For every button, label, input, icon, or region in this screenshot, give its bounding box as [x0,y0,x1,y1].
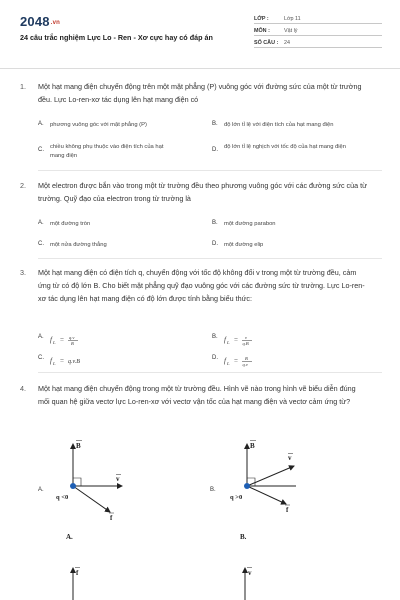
svg-text:f: f [224,336,226,344]
svg-text:=: = [60,336,64,344]
option-label: B. [212,334,218,340]
svg-text:q >0: q >0 [230,494,243,501]
svg-text:B: B [245,356,248,361]
site-logo[interactable] [20,14,60,29]
figure-a-diagram [48,438,148,520]
question-separator [38,170,382,171]
option-label: D. [212,241,218,247]
option-text: một đường parabon [224,221,276,227]
option-label: D. [212,147,218,153]
svg-text:v: v [245,335,247,340]
option-d[interactable] [212,241,387,250]
svg-text:f: f [50,336,52,344]
option-c[interactable] [38,143,198,160]
formula-c [50,355,110,367]
svg-text:v: v [116,475,120,483]
option-text: độ lớn tỉ lệ với điện tích của hạt mang điện [224,122,334,128]
question-text: Một hạt mang điện chuyển động trong một từ trường đều. Hình vẽ nào trong hình vẽ biểu diễn đúng mối quan hệ giữa vectơ lực Lo-ren-xơ với vectơ vận tốc của hạt mang điện và vectơ cảm ứng từ? [38,384,356,406]
vector-v-arrow [247,466,294,486]
svg-text:L: L [53,340,56,345]
meta-value: 24 [284,39,290,46]
vector-f-arrow [247,486,286,504]
question-number: 4. [20,384,26,393]
option-c[interactable] [38,355,208,367]
svg-text:f: f [110,514,113,520]
question-number: 1. [20,82,26,91]
svg-text:f: f [224,357,226,365]
meta-table [254,14,382,50]
charge-dot [70,483,76,489]
option-d[interactable] [212,355,387,367]
meta-value: Lớp 11 [284,15,301,22]
svg-text:f: f [76,569,79,577]
option-c[interactable] [38,241,208,250]
option-a[interactable] [38,121,208,130]
svg-text:=: = [234,357,238,365]
svg-text:L: L [227,361,230,366]
svg-text:B: B [71,341,74,346]
option-text: độ lớn tỉ lệ nghịch với tốc độ của hạt mang điện [224,144,347,150]
option-label: C. [38,241,44,247]
formula-a [50,334,110,346]
meta-row-subject [254,26,382,36]
option-label: A. [38,121,44,127]
option-label: C. [38,147,44,153]
meta-value: Vật lý [284,27,298,34]
option-text: một đường tròn [50,221,91,227]
svg-text:L: L [53,361,56,366]
option-b[interactable] [212,121,387,130]
page-header [0,0,400,64]
logo-text: 2048 [20,14,50,29]
header-divider [0,68,400,69]
svg-text:L: L [227,340,230,345]
figure-b-diagram [222,438,322,520]
option-b[interactable] [212,220,387,229]
figure-option-a[interactable]: A. [38,487,44,493]
svg-text:B: B [76,442,81,450]
option-text: một nửa đường thẳng [50,242,107,248]
option-d[interactable] [212,143,387,153]
vector-f-arrow [73,486,110,512]
option-text: phương vuông góc với mặt phẳng (P) [50,122,147,128]
option-label: A. [38,334,44,340]
question-text: Một hạt mang điện có điện tích q, chuyển động với tốc độ không đổi v trong một từ trường đều, cảm ứng từ có độ lớn B. Cho biết mặt phẳng quỹ đạo vuông góc với các đường sức từ trường. Lực Lo-ren-xơ tác dụng lên hạt mang điện có độ lớn được tính bằng biểu thức: [38,268,365,303]
svg-text:q.v: q.v [242,362,248,367]
formula-d [224,355,284,367]
question-number: 2. [20,181,26,190]
svg-text:q.v.B: q.v.B [68,359,80,365]
option-a[interactable] [38,334,208,346]
option-label: B. [212,121,218,127]
option-label: B. [212,220,218,226]
option-label: D. [212,355,218,361]
meta-row-count [254,38,382,48]
figure-option-b[interactable]: B. [210,487,216,493]
question-separator [38,258,382,259]
svg-text:f: f [50,357,52,365]
option-label: C. [38,355,44,361]
svg-text:q.v: q.v [69,335,75,340]
svg-text:=: = [60,357,64,365]
document-title: 24 câu trắc nghiệm Lực Lo - Ren - Xơ cực hay có đáp án [20,33,213,42]
figure-caption-a: A. [66,533,73,541]
option-b[interactable] [212,334,387,346]
meta-key: MÔN : [254,27,270,34]
charge-dot [244,483,250,489]
figure-caption-b: B. [240,533,247,541]
meta-row-class [254,14,382,24]
svg-text:q <0: q <0 [56,494,69,501]
option-text: chiều không phụ thuộc vào điện tích của hạt mang điện [50,144,164,159]
question-number: 3. [20,268,26,277]
svg-text:v: v [288,454,292,462]
logo-suffix: .vn [50,20,61,26]
svg-text:B: B [250,442,255,450]
question-text: Một electron được bắn vào trong một từ trường đều theo phương vuông góc với các đường sức của từ trường. Quỹ đạo của electron trong từ trường là [38,181,367,203]
svg-text:v: v [248,569,252,577]
option-text: một đường elip [224,242,264,248]
question-separator [38,372,382,373]
option-label: A. [38,220,44,226]
meta-key: LỚP : [254,15,269,22]
svg-text:q.B: q.B [242,341,249,346]
figure-c-partial [62,562,92,600]
meta-key: SỐ CÂU : [254,39,279,46]
svg-text:f: f [286,506,289,514]
figure-d-partial [234,562,264,600]
question-text: Một hạt mang điện chuyển động trên một mặt phẳng (P) vuông góc với đường sức của một từ trường đều. Lực Lo-ren-xơ tác dụng lên hạt mang điện có [38,82,362,104]
formula-b [224,334,284,346]
svg-text:=: = [234,336,238,344]
option-a[interactable] [38,220,208,229]
